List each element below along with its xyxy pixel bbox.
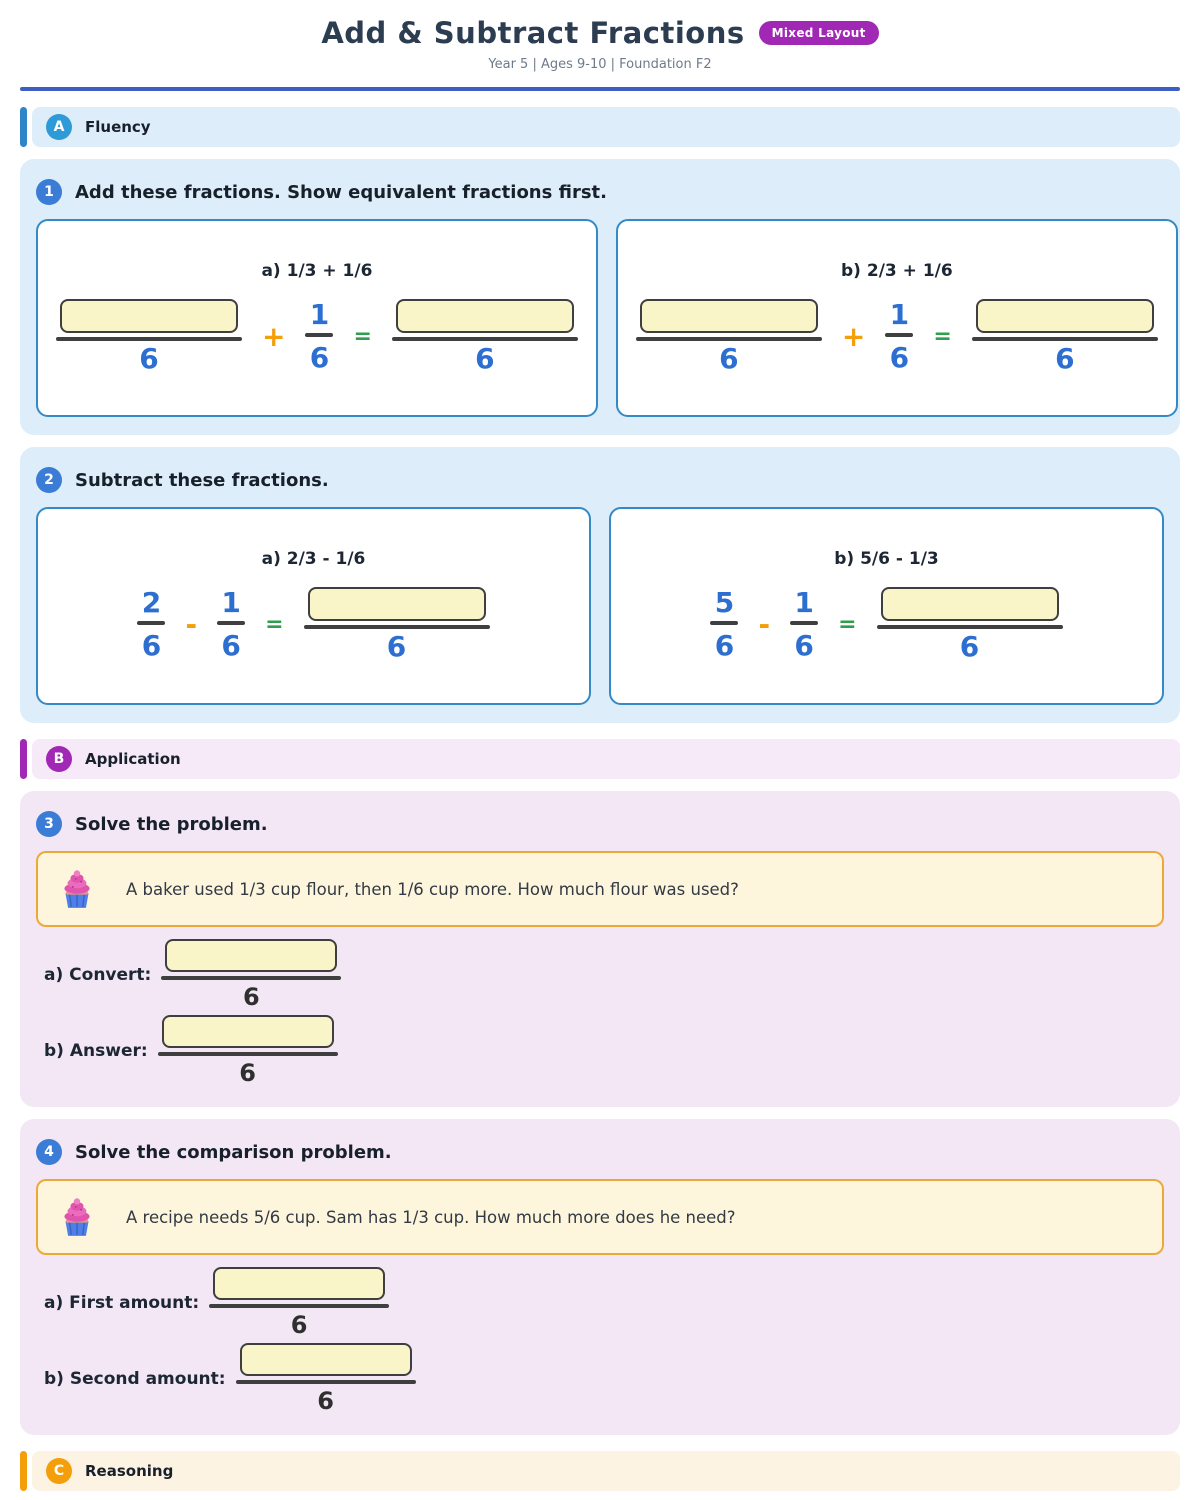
section-label: Reasoning xyxy=(85,1462,174,1480)
minus-operator: - xyxy=(185,608,198,642)
question-number-badge: 2 xyxy=(36,467,62,493)
fraction-denominator: 6 xyxy=(317,1387,334,1415)
answer-fraction xyxy=(161,939,341,1011)
plus-operator: + xyxy=(262,320,286,354)
fraction-denominator: 6 xyxy=(221,629,241,663)
fraction-card-2b xyxy=(609,507,1164,705)
question-2-panel xyxy=(20,447,1180,723)
equals-sign: = xyxy=(838,612,857,638)
fraction-numerator: 5 xyxy=(714,585,735,619)
section-header-application xyxy=(20,739,1180,779)
question-number-badge: 1 xyxy=(36,179,62,205)
question-3-panel xyxy=(20,791,1180,1107)
answer-box[interactable] xyxy=(881,587,1059,621)
section-header-box xyxy=(32,107,1180,147)
part-row-second-amount xyxy=(44,1343,1164,1415)
fraction-denominator: 6 xyxy=(242,983,260,1011)
fraction-numerator: 1 xyxy=(221,585,241,619)
equation-row xyxy=(56,587,571,663)
part-row-answer xyxy=(44,1015,1164,1087)
given-fraction xyxy=(137,585,165,663)
given-fraction xyxy=(217,585,245,663)
plus-operator: + xyxy=(841,320,866,354)
fraction-numerator: 1 xyxy=(794,585,814,619)
header-divider xyxy=(20,87,1180,91)
question-number-badge: 3 xyxy=(36,811,62,837)
layout-badge: Mixed Layout xyxy=(759,21,879,45)
question-1-panel xyxy=(20,159,1180,435)
problem-text: A recipe needs 5/6 cup. Sam has 1/3 cup. How much more does he need? xyxy=(126,1207,736,1227)
section-letter-badge: A xyxy=(46,114,72,140)
fraction-bar xyxy=(56,337,242,341)
fraction-bar xyxy=(209,1304,389,1308)
fraction-bar xyxy=(972,337,1158,341)
fraction-bar xyxy=(877,625,1063,629)
answer-box[interactable] xyxy=(213,1267,385,1300)
card-label: b) 2/3 + 1/6 xyxy=(841,261,953,282)
answer-fraction xyxy=(209,1267,389,1339)
section-header-reasoning xyxy=(20,1451,1180,1491)
fraction-bar xyxy=(305,333,333,337)
part-row-convert xyxy=(44,939,1164,1011)
answer-fraction xyxy=(636,299,822,375)
answer-box[interactable] xyxy=(640,299,818,333)
part-label: a) Convert: xyxy=(44,965,152,985)
question-prompt: Solve the problem. xyxy=(75,813,268,835)
section-header-fluency xyxy=(20,107,1180,147)
card-label: b) 5/6 - 1/3 xyxy=(834,549,939,570)
answer-fraction xyxy=(392,299,578,375)
section-letter-badge: B xyxy=(46,746,72,772)
question-2-title xyxy=(36,467,1164,493)
minus-operator: - xyxy=(758,608,771,642)
given-fraction xyxy=(885,297,913,375)
card-label: a) 1/3 + 1/6 xyxy=(261,261,373,282)
answer-box[interactable] xyxy=(396,299,574,333)
fraction-numerator: 1 xyxy=(309,297,330,331)
equation-row xyxy=(629,587,1144,663)
fraction-denominator: 6 xyxy=(239,1059,256,1087)
answer-fraction xyxy=(56,299,242,375)
section-accent-bar xyxy=(20,739,27,779)
fraction-bar xyxy=(392,337,578,341)
question-1-cards xyxy=(36,219,1164,417)
problem-box xyxy=(36,1179,1164,1255)
part-label: a) First amount: xyxy=(44,1293,200,1313)
equals-sign: = xyxy=(353,324,372,350)
fraction-denominator: 6 xyxy=(1055,342,1075,376)
cupcake-icon xyxy=(58,1196,96,1238)
fraction-card-2a xyxy=(36,507,591,705)
question-3-title xyxy=(36,811,1164,837)
cupcake-icon xyxy=(58,868,96,910)
section-label: Application xyxy=(85,750,181,768)
fraction-denominator: 6 xyxy=(794,629,814,663)
section-header-box xyxy=(32,1451,1180,1491)
fraction-denominator: 6 xyxy=(139,342,159,376)
question-2-cards xyxy=(36,507,1164,705)
answer-box[interactable] xyxy=(162,1015,334,1048)
part-label: b) Answer: xyxy=(44,1041,148,1061)
question-prompt: Add these fractions. Show equivalent fractions first. xyxy=(75,181,607,203)
section-accent-bar xyxy=(20,107,27,147)
fraction-denominator: 6 xyxy=(959,630,980,664)
answer-fraction xyxy=(877,587,1063,663)
answer-box[interactable] xyxy=(976,299,1154,333)
fraction-denominator: 6 xyxy=(386,630,407,664)
fraction-denominator: 6 xyxy=(475,342,495,376)
section-letter-badge: C xyxy=(46,1458,72,1484)
page-subtitle: Year 5 | Ages 9-10 | Foundation F2 xyxy=(488,57,712,72)
page-title: Add & Subtract Fractions xyxy=(321,16,745,50)
fraction-bar xyxy=(304,625,490,629)
equation-row xyxy=(56,299,578,375)
fraction-denominator: 6 xyxy=(141,629,162,663)
fraction-denominator: 6 xyxy=(719,342,739,376)
answer-box[interactable] xyxy=(308,587,486,621)
section-label: Fluency xyxy=(85,118,151,136)
fraction-bar xyxy=(885,333,913,337)
fraction-numerator: 2 xyxy=(141,585,162,619)
answer-fraction xyxy=(158,1015,338,1087)
question-number-badge: 4 xyxy=(36,1139,62,1165)
card-label: a) 2/3 - 1/6 xyxy=(261,549,366,570)
fraction-card-1b xyxy=(616,219,1178,417)
fraction-bar xyxy=(158,1052,338,1056)
fraction-bar xyxy=(636,337,822,341)
fraction-bar xyxy=(137,621,165,625)
worksheet-header xyxy=(0,0,1200,91)
problem-text: A baker used 1/3 cup flour, then 1/6 cup more. How much flour was used? xyxy=(126,879,739,899)
fraction-bar xyxy=(790,621,818,625)
answer-box[interactable] xyxy=(240,1343,412,1376)
given-fraction xyxy=(710,585,738,663)
fraction-bar xyxy=(710,621,738,625)
question-4-panel xyxy=(20,1119,1180,1435)
fraction-bar xyxy=(236,1380,416,1384)
question-prompt: Subtract these fractions. xyxy=(75,469,329,491)
section-header-box xyxy=(32,739,1180,779)
given-fraction xyxy=(790,585,818,663)
equation-row xyxy=(636,299,1158,375)
fraction-bar xyxy=(161,976,341,980)
question-4-title xyxy=(36,1139,1164,1165)
answer-fraction xyxy=(972,299,1158,375)
fraction-denominator: 6 xyxy=(889,341,910,375)
answer-fraction xyxy=(304,587,490,663)
part-row-first-amount xyxy=(44,1267,1164,1339)
fraction-denominator: 6 xyxy=(714,629,735,663)
problem-box xyxy=(36,851,1164,927)
fraction-card-1a xyxy=(36,219,598,417)
part-label: b) Second amount: xyxy=(44,1369,226,1389)
section-accent-bar xyxy=(20,1451,27,1491)
question-prompt: Solve the comparison problem. xyxy=(75,1141,392,1163)
given-fraction xyxy=(305,297,333,375)
fraction-bar xyxy=(217,621,245,625)
fraction-denominator: 6 xyxy=(309,341,330,375)
answer-box[interactable] xyxy=(165,939,337,972)
equals-sign: = xyxy=(265,612,284,638)
question-1-title xyxy=(36,179,1164,205)
fraction-denominator: 6 xyxy=(290,1311,308,1339)
fraction-numerator: 1 xyxy=(889,297,910,331)
answer-fraction xyxy=(236,1343,416,1415)
equals-sign: = xyxy=(933,324,952,350)
answer-box[interactable] xyxy=(60,299,238,333)
